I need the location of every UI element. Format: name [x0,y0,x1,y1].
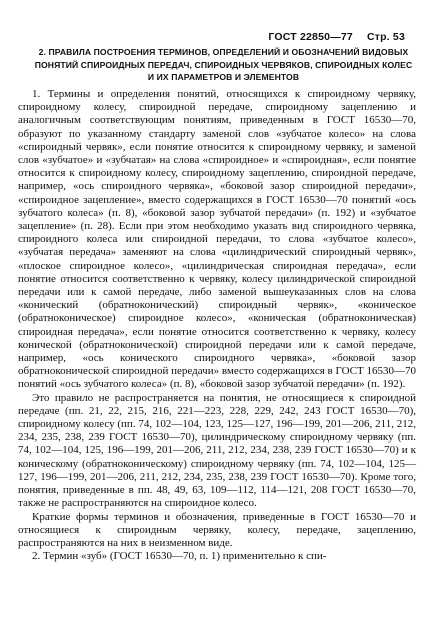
paragraph-1: 1. Термины и определения понятий, относящихся к спироидному червяку, спироидному колесу, спироидной передаче, спироидному зацеплению и аналогичным соответствующим понятиям, приведенным в ГОСТ 16530—70, образуют по указанному стандарту заменой слов «зубчатое колесо» на слова «спироидный червяк», если понятие относится к спироидному червяку, и заменой слов «зубчатое» и «зубчатая» на слова «спироидное» и «спироидная», если понятие относится к спироидному колесу, спироидному зацеплению, спироидной передаче, например, «ось спироидного червяка», «боковой зазор спироидной передачи», «спироидное зацепление», вместо содержащихся в ГОСТ 16530—70 понятий «ось зубчатого колеса» (п. 8), «боковой зазор зубчатой передачи» (п. 192) и «зубчатое зацепление» (п. 28). Если при этом необходимо указать вид спироидного червяка, спироидного колеса или спироидной передачи, то слова «зубчатое колесо», «зубчатая передача» заменяют на слова «цилиндрический спироидный червяк», «плоское спироидное колесо», «цилиндрическая спироидная передача», если понятие относится соответственно к червяку, колесу цилиндрической спироидной передачи или к самой передаче, либо заменой вышеуказанных слов на слова «конический (обратноконический) спироидный червяк», «коническое (обратноконическое) спироидное колесо», «коническая (обратноконическая) спироидная передача», если понятие относится соответственно к червяку, колесу конической (обратноконической) спироидной передачи или к самой передаче, например, «ось конического спироидного червяка», «боковой зазор обратноконической спироидной передачи» вместо содержащихся в ГОСТ 16530—70 понятий «ось зубчатого колеса» (п. 8), «боковой зазор зубчатой передачи» (п. 192). [18,88,416,391]
paragraph-3: Краткие формы терминов и обозначения, приведенные в ГОСТ 16530—70 и относящиеся к спироидным червяку, колесу, передаче, зацеплению, распространяются на них в неизменном виде. [18,510,416,549]
paragraph-4: 2. Термин «зуб» (ГОСТ 16530—70, п. 1) применительно к спи- [32,550,327,563]
body-text [18,88,416,563]
section-title: 2. ПРАВИЛА ПОСТРОЕНИЯ ТЕРМИНОВ, ОПРЕДЕЛЕНИЙ И ОБОЗНАЧЕНИЙ ВИДОВЫХ ПОНЯТИЙ СПИРОИДНЫХ ПЕРЕДАЧ, СПИРОИДНЫХ ЧЕРВЯКОВ, СПИРОИДНЫХ КОЛЕС И ИХ ПАРАМЕТРОВ И ЭЛЕМЕНТОВ [34,47,413,83]
page-header [268,31,405,43]
paragraph-2: Это правило не распространяется на понятия, не относящиеся к спироидной передаче (пп. 21, 22, 215, 216, 221—223, 228, 229, 242, 243 ГОСТ 16530—70), спироидному колесу (пп. 74, 102—104, 123, 125—127, 196—199, 201—206, 211, 212, 234, 235, 238, 239 ГОСТ 16530—70), цилиндрическому спироидному червяку (пп. 74, 102—104, 125, 196—199, 201—206, 211, 212, 234, 238, 239 ГОСТ 16530—70) и к коническому (обратноконическому) спироидному червяку (пп. 74, 102—104, 125—127, 196—199, 201—206, 211, 212, 234, 235, 238, 239 ГОСТ 16530—70). Кроме того, понятия, приведенные в пп. 48, 49, 63, 109—112, 114—121, 208 ГОСТ 16530—70, также не распространяются на спироидное колесо. [18,391,416,510]
standard-number: ГОСТ 22850—77 [268,31,353,43]
page-number: Стр. 53 [366,31,405,43]
